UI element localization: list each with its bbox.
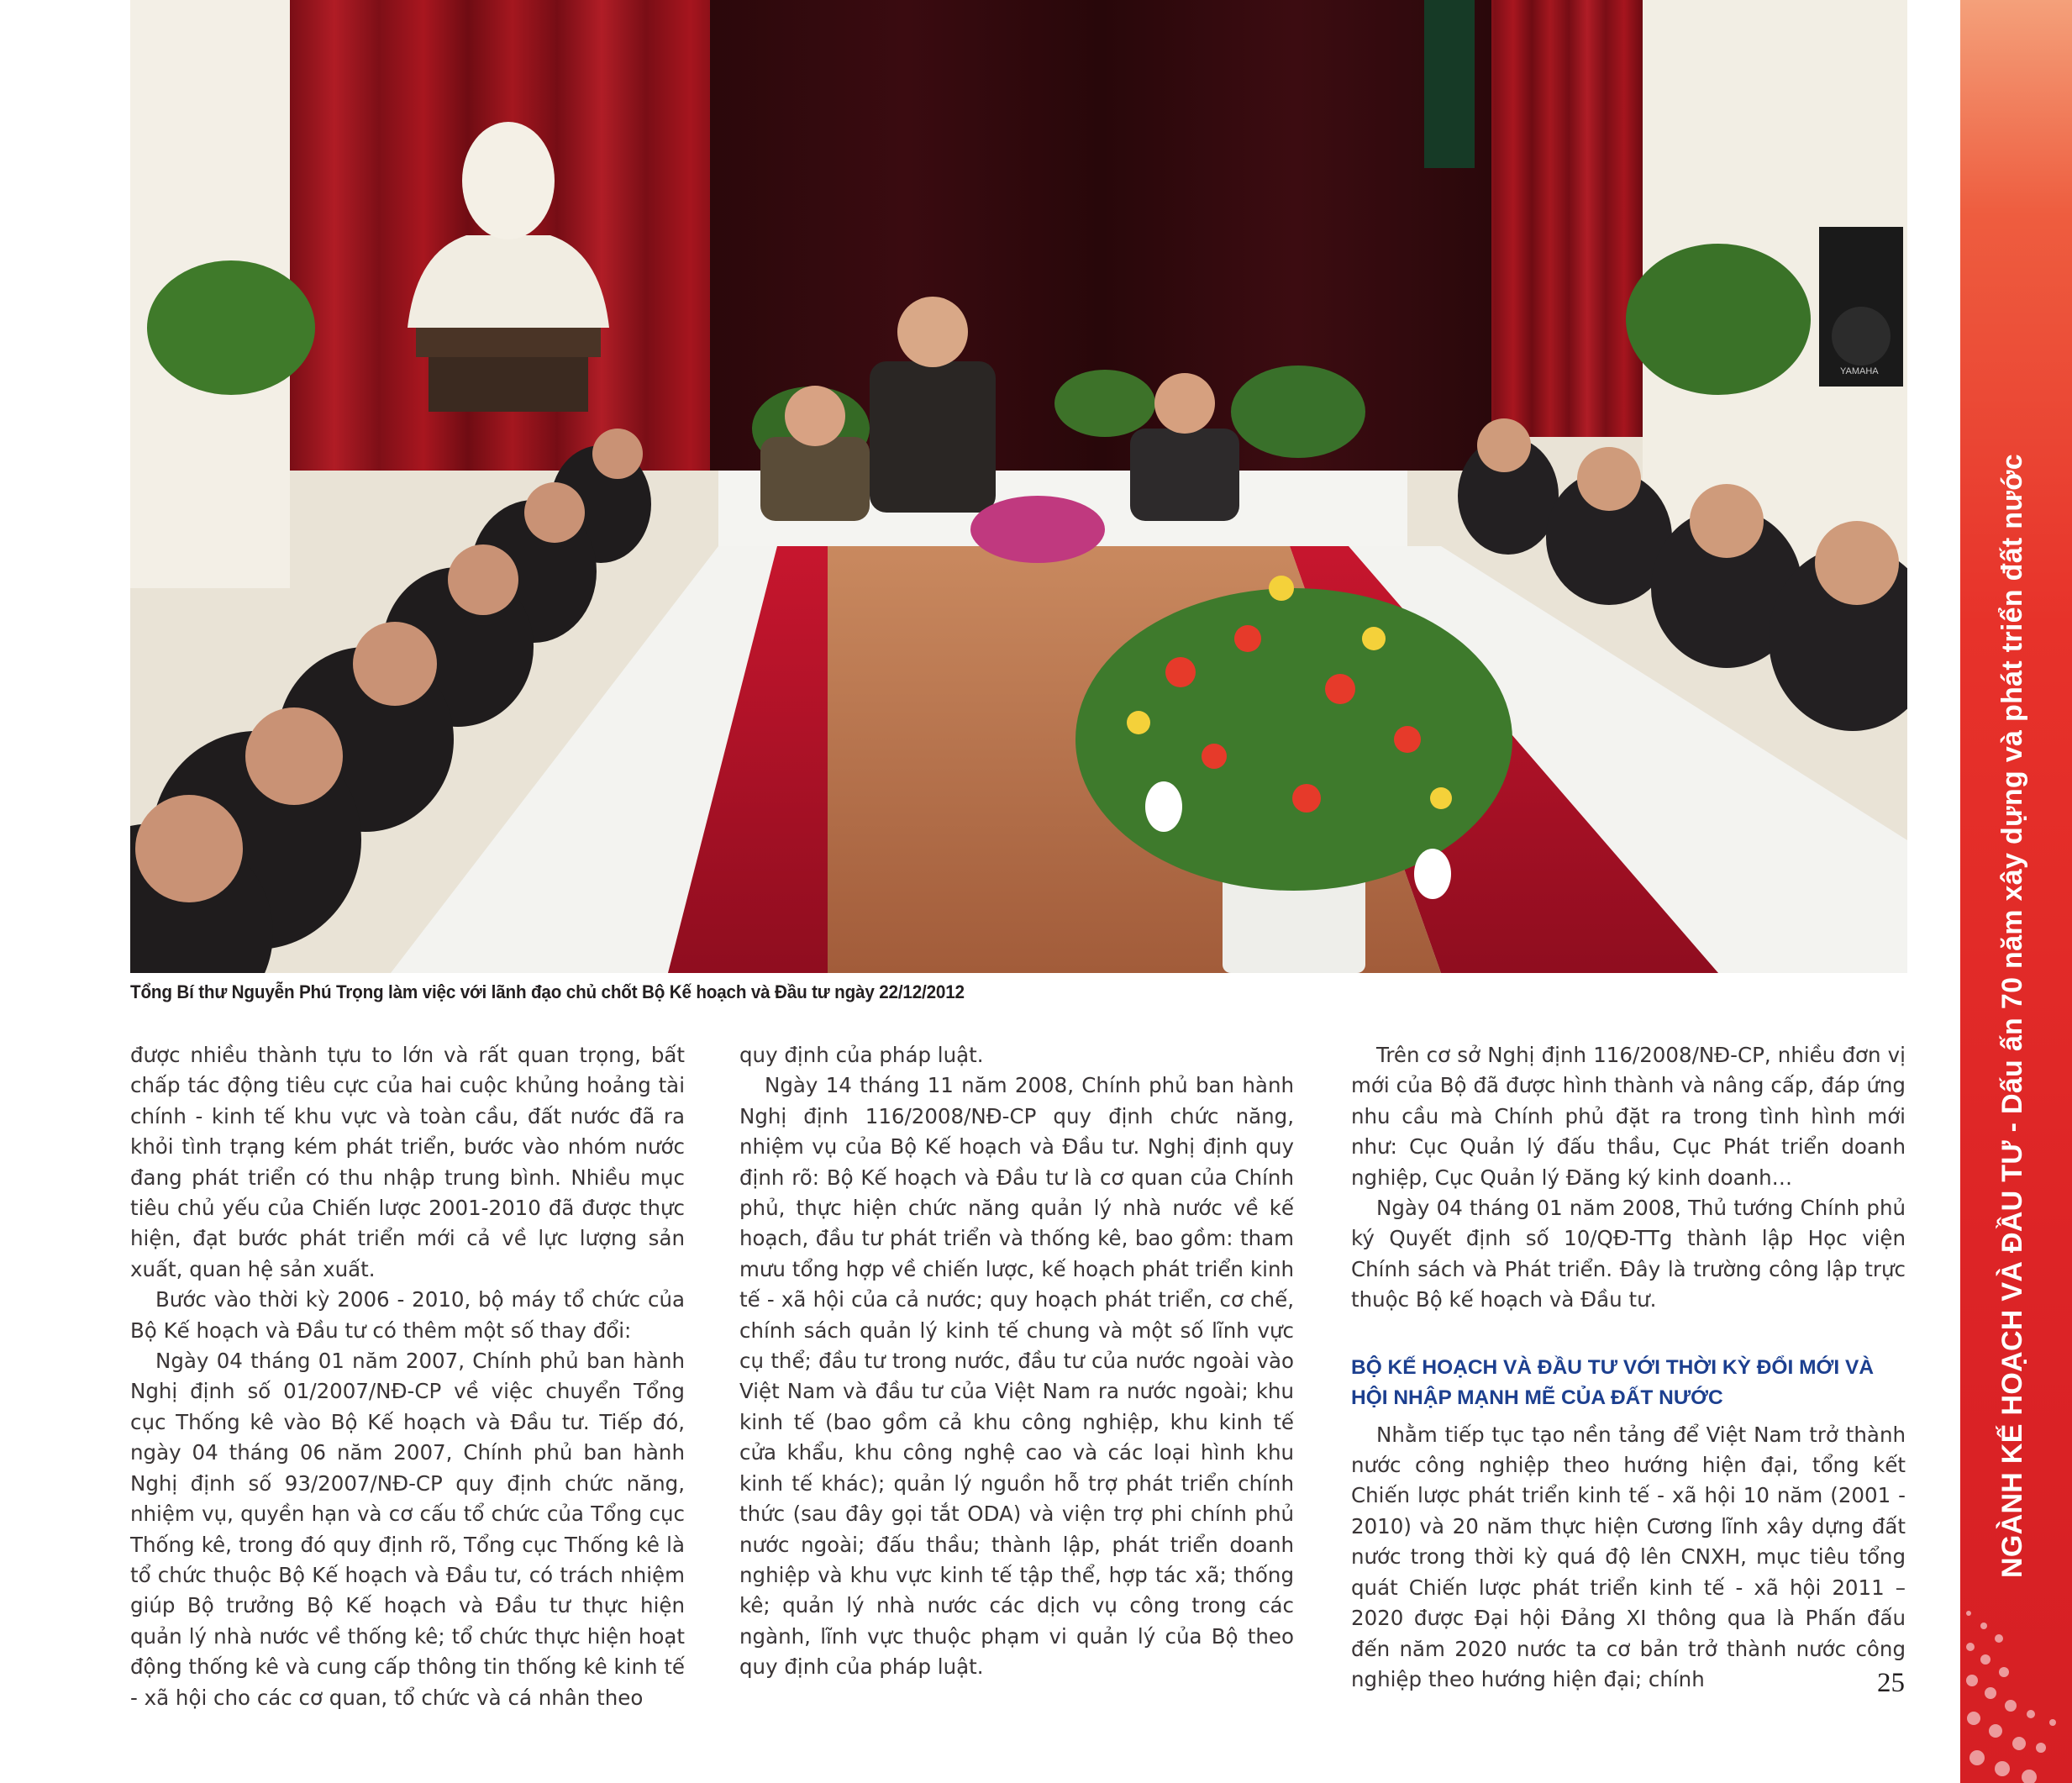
paragraph: Trên cơ sở Nghị định 116/2008/NĐ-CP, nhiều đơn vị mới của Bộ đã được hình thành và nâng cấp, đáp ứng nhu cầu mà Chính phủ đặt ra trong tình hình mới như: Cục Quản lý đấu thầu, Cục Phát triển doanh nghiệp, Cục Quản lý Đăng ký kinh doanh… [1351, 1043, 1906, 1190]
speaker-brand: YAMAHA [1840, 366, 1879, 376]
paragraph: quy định của pháp luật. [739, 1043, 984, 1067]
page-number: 25 [1877, 1668, 1905, 1698]
section-heading: BỘ KẾ HOẠCH VÀ ĐẦU TƯ VỚI THỜI KỲ ĐỔI MỚI VÀ HỘI NHẬP MẠNH MẼ CỦA ĐẤT NƯỚC [1351, 1355, 1875, 1409]
text-column-3 [1351, 1040, 1906, 1695]
text-column-2 [739, 1040, 1294, 1683]
paragraph: Ngày 04 tháng 01 năm 2007, Chính phủ ban hành Nghị định số 01/2007/NĐ-CP về việc chuyển Tổng cục Thống kê vào Bộ Kế hoạch và Đầu tư. Tiếp đó, ngày 04 tháng 06 năm 2007, Chính phủ ban hành Nghị định số 93/2007/NĐ-CP quy định chức năng, nhiệm vụ, quyền hạn và cơ cấu tổ chức của Tổng cục Thống kê, trong đó quy định rõ, Tổng cục Thống kê là tổ chức thuộc Bộ Kế hoạch và Đầu tư, có trách nhiệm giúp Bộ trưởng Bộ Kế hoạch và Đầu tư thực hiện quản lý nhà nước về thống kê; tổ chức thực hiện hoạt động thống kê và cung cấp thông tin thống kê kinh tế - xã hội cho các cơ quan, tổ chức và cá nhân theo [130, 1349, 685, 1710]
photo-caption: Tổng Bí thư Nguyễn Phú Trọng làm việc với lãnh đạo chủ chốt Bộ Kế hoạch và Đầu tư ngày 22/12/2012 [130, 981, 965, 1002]
side-banner-title: NGÀNH KẾ HOẠCH VÀ ĐẦU TƯ - Dấu ấn 70 năm xây dựng và phát triển đất nước [1996, 454, 2028, 1578]
paragraph: Bước vào thời kỳ 2006 - 2010, bộ máy tổ chức của Bộ Kế hoạch và Đầu tư có thêm một số thay đổi: [130, 1287, 685, 1343]
text-column-1 [130, 1040, 685, 1713]
paragraph: Ngày 04 tháng 01 năm 2008, Thủ tướng Chính phủ ký Quyết định số 10/QĐ-TTg thành lập Học viện Chính sách và Phát triển. Đây là trường công lập trực thuộc Bộ kế hoạch và Đầu tư. [1351, 1196, 1906, 1312]
paragraph: Nhằm tiếp tục tạo nền tảng để Việt Nam trở thành nước công nghiệp theo hướng hiện đại, tổng kết Chiến lược phát triển kinh tế - xã hội 10 năm (2001 - 2010) và 20 năm thực hiện Cương lĩnh xây dựng đất nước trong thời kỳ quá độ lên CNXH, mục tiêu tổng quát Chiến lược phát triển kinh tế - xã hội 2011 – 2020 được Đại hội Đảng XI thông qua là Phấn đấu đến năm 2020 nước ta cơ bản trở thành nước công nghiệp theo hướng hiện đại; chính [1351, 1422, 1906, 1691]
paragraph: được nhiều thành tựu to lớn và rất quan trọng, bất chấp tác động tiêu cực của hai cuộc khủng hoảng tài chính - kinh tế khu vực và toàn cầu, đất nước đã ra khỏi tình trạng kém phát triển, bước vào nhóm nước đang phát triển có thu nhập trung bình. Nhiều mục tiêu chủ yếu của Chiến lược 2001-2010 đã được thực hiện, đạt bước phát triển mới cả về lực lượng sản xuất, quan hệ sản xuất. [130, 1043, 685, 1281]
meeting-photo [130, 0, 1907, 973]
paragraph: Ngày 14 tháng 11 năm 2008, Chính phủ ban hành Nghị định 116/2008/NĐ-CP quy định chức năng, nhiệm vụ của Bộ Kế hoạch và Đầu tư. Nghị định quy định rõ: Bộ Kế hoạch và Đầu tư là cơ quan của Chính phủ, thực hiện chức năng quản lý nhà nước về kế hoạch, đầu tư phát triển và thống kê, bao gồm: tham mưu tổng hợp về chiến lược, kế hoạch phát triển kinh tế - xã hội của cả nước; quy hoạch phát triển, cơ chế, chính sách quản lý kinh tế chung và một số lĩnh vực cụ thể; đầu tư trong nước, đầu tư của nước ngoài vào Việt Nam và đầu tư của Việt Nam ra nước ngoài; khu kinh tế (bao gồm cả khu công nghiệp, khu kinh tế cửa khẩu, khu công nghệ cao và các loại hình khu kinh tế khác); quản lý nguồn hỗ trợ phát triển chính thức (sau đây gọi tắt ODA) và viện trợ phi chính phủ nước ngoài; đấu thầu; thành lập, phát triển doanh nghiệp và khu vực kinh tế tập thể, hợp tác xã; thống kê; quản lý nhà nước các dịch vụ công trong các ngành, lĩnh vực thuộc phạm vi quản lý của Bộ theo quy định của pháp luật. [739, 1073, 1294, 1680]
